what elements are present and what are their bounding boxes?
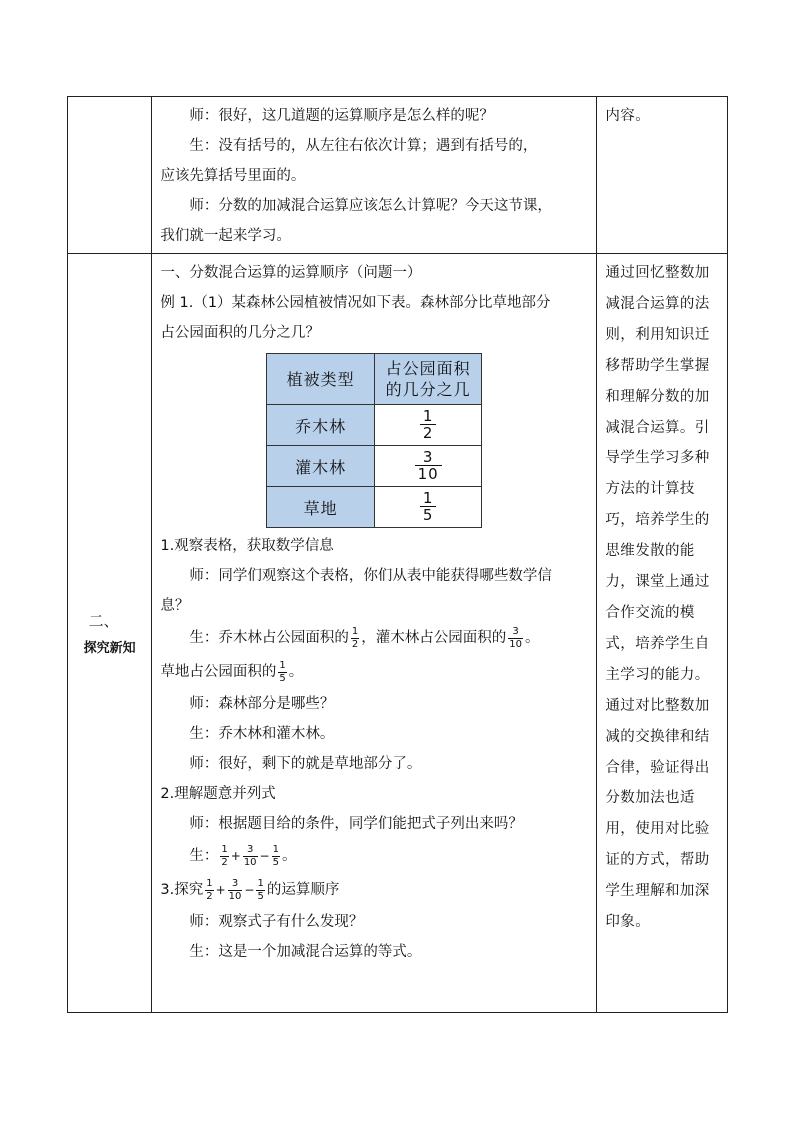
student-line-cont <box>160 655 590 689</box>
teacher-line-cont: 我们就一起来学习。 <box>160 228 291 244</box>
student-line: 生：乔木林和灌木林。 <box>189 726 335 742</box>
design-note-line: 巧，培养学生的 <box>605 512 710 529</box>
student-text: 生：乔木林占公园面积的 <box>189 630 349 646</box>
header-share-line2: 的几分之几 <box>385 380 471 399</box>
numerator: 1 <box>257 877 264 889</box>
fraction <box>205 878 213 903</box>
numerator: 1 <box>279 659 286 671</box>
design-note-line: 和理解分数的加 <box>605 388 710 405</box>
design-note-line: 方法的计算技 <box>605 481 695 498</box>
numerator: 1 <box>221 843 228 855</box>
teacher-line: 师：观察式子有什么发现？ <box>189 914 364 930</box>
fraction <box>415 449 442 482</box>
veg-share <box>374 405 482 446</box>
student-text: 生： <box>189 848 219 864</box>
student-line: 生：这是一个加减混合运算的等式。 <box>189 944 422 960</box>
student-line: 生：没有括号的，从左往右依次计算；遇到有括号的， <box>189 138 538 154</box>
teacher-line: 师：森林部分是哪些？ <box>189 696 335 712</box>
design-note-line: 减混合运算的法 <box>605 295 710 312</box>
numerator: 3 <box>512 625 519 637</box>
denominator: 10 <box>415 465 442 482</box>
veg-share <box>374 446 482 487</box>
minus-sign: − <box>259 849 270 863</box>
content-cell <box>152 254 597 1013</box>
header-type: 植被类型 <box>267 354 375 405</box>
fraction <box>243 844 258 869</box>
numerator: 1 <box>422 407 434 425</box>
design-note-cell <box>597 97 728 254</box>
table-row <box>267 446 482 487</box>
example-text-cont: 占公园面积的几分之几？ <box>160 325 320 341</box>
fraction <box>256 878 264 903</box>
numerator: 3 <box>246 843 254 855</box>
continuation-row <box>68 97 728 254</box>
section-cell-empty <box>68 97 152 254</box>
design-note-cell <box>597 254 728 1013</box>
student-text: 。 <box>281 848 297 864</box>
teacher-line: 师：同学们观察这个表格，你们从表中能获得哪些数学信 <box>189 568 552 584</box>
section-cell <box>68 254 152 1013</box>
fraction <box>272 844 280 869</box>
step-1: 1.观察表格，获取数学信息 <box>160 538 334 554</box>
plus-sign: + <box>230 849 241 863</box>
design-note-line: 合作交流的模 <box>605 604 695 621</box>
fraction <box>228 878 243 903</box>
vegetation-table-header <box>267 354 482 405</box>
header-share-line1: 占公园面积 <box>385 359 471 378</box>
fraction <box>420 490 437 523</box>
fraction <box>508 626 523 651</box>
veg-type: 乔木林 <box>267 405 375 446</box>
student-line-cont: 应该先算括号里面的。 <box>160 168 306 184</box>
teacher-line: 师：很好，这几道题的运算顺序是怎么样的呢？ <box>189 108 494 124</box>
plus-sign: + <box>215 883 226 897</box>
numerator: 1 <box>206 877 213 889</box>
section-number: 二、 <box>88 612 119 630</box>
design-note-line: 导学生学习多种 <box>605 450 710 467</box>
design-note-line: 通过对比整数加 <box>605 697 710 714</box>
denominator: 10 <box>243 856 257 868</box>
design-note-line: 减的交换律和结 <box>605 728 710 745</box>
table-row <box>267 405 482 446</box>
heading: 一、分数混合运算的运算顺序（问题一） <box>160 265 422 281</box>
design-note-line: 通过回忆整数加 <box>605 265 710 281</box>
teacher-line: 师：很好，剩下的就是草地部分了。 <box>189 756 422 772</box>
section-name: 探究新知 <box>83 641 136 656</box>
design-note-line: 则，利用知识迁 <box>605 326 710 343</box>
fraction <box>220 844 228 869</box>
numerator: 1 <box>422 489 434 507</box>
denominator: 5 <box>272 856 279 868</box>
design-note-line: 分数加法也适 <box>605 790 695 807</box>
design-note-line: 内容。 <box>605 108 651 124</box>
lesson-plan-table <box>67 96 728 1013</box>
design-note-line: 用，使用对比验 <box>605 821 710 838</box>
numerator: 3 <box>231 877 239 889</box>
step-3 <box>160 873 590 907</box>
design-note-line: 主学习的能力。 <box>605 666 710 683</box>
step-2: 2.理解题意并列式 <box>160 786 276 802</box>
fraction <box>351 626 359 651</box>
minus-sign: − <box>244 883 255 897</box>
vegetation-table <box>266 353 482 528</box>
header-share <box>374 354 482 405</box>
design-note-line: 思维发散的能 <box>605 543 695 560</box>
design-note-line: 印象。 <box>605 914 651 931</box>
denominator: 5 <box>257 890 264 902</box>
fraction <box>420 408 437 441</box>
numerator: 1 <box>272 843 279 855</box>
step-text: 3.探究 <box>160 882 204 898</box>
student-text: 草地占公园面积的 <box>160 664 277 680</box>
veg-type: 草地 <box>267 487 375 528</box>
table-row <box>267 487 482 528</box>
teacher-line-cont: 息？ <box>160 598 190 614</box>
denominator: 5 <box>420 506 437 523</box>
design-note-line: 移帮助学生掌握 <box>605 357 710 374</box>
denominator: 10 <box>509 638 522 650</box>
teacher-line: 师：根据题目给的条件，同学们能把式子列出来吗？ <box>189 816 523 832</box>
step-text: 的运算顺序 <box>266 882 340 898</box>
dialogue-cell <box>152 97 597 254</box>
fraction <box>278 660 286 685</box>
design-note-line: 力，课堂上通过 <box>605 574 710 591</box>
student-text: ，灌木林占公园面积的 <box>361 630 507 646</box>
denominator: 5 <box>279 672 286 684</box>
design-note-line: 学生理解和加深 <box>605 883 710 900</box>
denominator: 10 <box>228 890 242 902</box>
design-note-line: 合律，验证得出 <box>605 759 710 776</box>
denominator: 2 <box>221 856 228 868</box>
design-note-line: 证的方式，帮助 <box>605 852 710 869</box>
denominator: 2 <box>351 638 359 650</box>
teacher-line: 师：分数的加减混合运算应该怎么计算呢？今天这节课， <box>189 198 552 214</box>
design-note-line: 式，培养学生自 <box>605 635 710 652</box>
numerator: 1 <box>351 625 359 637</box>
design-note-line: 减混合运算。引 <box>605 419 710 436</box>
example-text: 例 1.（1）某森林公园植被情况如下表。森林部分比草地部分 <box>160 295 551 311</box>
student-text: 。 <box>524 630 540 646</box>
denominator: 2 <box>206 890 213 902</box>
student-expression <box>160 839 590 873</box>
veg-share <box>374 487 482 528</box>
student-line <box>160 621 590 655</box>
explore-row <box>68 254 728 1013</box>
student-text: 。 <box>288 664 304 680</box>
denominator: 2 <box>420 424 437 441</box>
numerator: 3 <box>422 448 434 466</box>
veg-type: 灌木林 <box>267 446 375 487</box>
